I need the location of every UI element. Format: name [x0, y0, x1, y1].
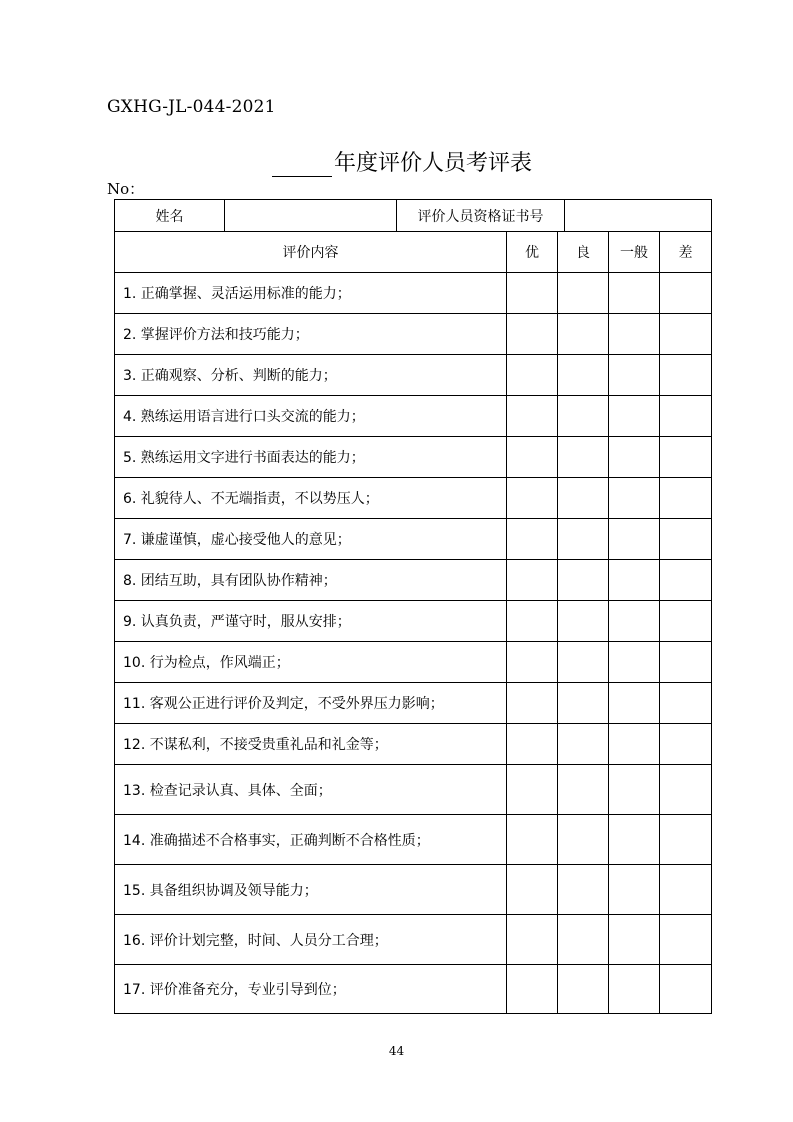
- rating-cell-poor[interactable]: [660, 396, 712, 437]
- certificate-field[interactable]: [565, 200, 712, 232]
- rating-cell-excellent[interactable]: [507, 724, 558, 765]
- rating-cell-good[interactable]: [558, 560, 609, 601]
- poor-column-header: 差: [660, 232, 712, 273]
- criterion-text: 15. 具备组织协调及领导能力；: [115, 865, 507, 915]
- rating-cell-poor[interactable]: [660, 437, 712, 478]
- evaluation-form: [114, 199, 712, 232]
- criterion-text: 17. 评价准备充分，专业引导到位；: [115, 965, 507, 1014]
- column-header-row: [115, 232, 712, 273]
- criterion-text: 4. 熟练运用语言进行口头交流的能力；: [115, 396, 507, 437]
- criterion-text: 12. 不谋私利，不接受贵重礼品和礼金等；: [115, 724, 507, 765]
- rating-cell-good[interactable]: [558, 724, 609, 765]
- criterion-text: 3. 正确观察、分析、判断的能力；: [115, 355, 507, 396]
- table-row: [115, 560, 712, 601]
- rating-cell-excellent[interactable]: [507, 683, 558, 724]
- rating-cell-poor[interactable]: [660, 601, 712, 642]
- rating-cell-average[interactable]: [609, 355, 660, 396]
- criterion-text: 5. 熟练运用文字进行书面表达的能力；: [115, 437, 507, 478]
- rating-cell-average[interactable]: [609, 273, 660, 314]
- table-row: [115, 765, 712, 815]
- table-row: [115, 915, 712, 965]
- rating-cell-poor[interactable]: [660, 865, 712, 915]
- rating-cell-good[interactable]: [558, 765, 609, 815]
- rating-cell-good[interactable]: [558, 396, 609, 437]
- criterion-text: 13. 检查记录认真、具体、全面；: [115, 765, 507, 815]
- rating-cell-good[interactable]: [558, 601, 609, 642]
- rating-cell-average[interactable]: [609, 314, 660, 355]
- rating-cell-excellent[interactable]: [507, 765, 558, 815]
- rating-cell-excellent[interactable]: [507, 815, 558, 865]
- rating-cell-average[interactable]: [609, 683, 660, 724]
- form-title: [272, 146, 532, 177]
- rating-cell-poor[interactable]: [660, 355, 712, 396]
- rating-cell-good[interactable]: [558, 683, 609, 724]
- rating-cell-excellent[interactable]: [507, 965, 558, 1014]
- rating-cell-average[interactable]: [609, 915, 660, 965]
- criterion-text: 2. 掌握评价方法和技巧能力；: [115, 314, 507, 355]
- criterion-text: 10. 行为检点，作风端正；: [115, 642, 507, 683]
- rating-cell-good[interactable]: [558, 355, 609, 396]
- table-row: [115, 724, 712, 765]
- table-row: [115, 601, 712, 642]
- criterion-text: 1. 正确掌握、灵活运用标准的能力；: [115, 273, 507, 314]
- rating-cell-excellent[interactable]: [507, 396, 558, 437]
- rating-cell-excellent[interactable]: [507, 915, 558, 965]
- rating-cell-good[interactable]: [558, 314, 609, 355]
- rating-cell-average[interactable]: [609, 965, 660, 1014]
- rating-cell-poor[interactable]: [660, 478, 712, 519]
- rating-cell-good[interactable]: [558, 273, 609, 314]
- rating-cell-average[interactable]: [609, 396, 660, 437]
- criterion-text: 14. 准确描述不合格事实，正确判断不合格性质；: [115, 815, 507, 865]
- rating-cell-excellent[interactable]: [507, 437, 558, 478]
- criterion-text: 16. 评价计划完整，时间、人员分工合理；: [115, 915, 507, 965]
- rating-table: [114, 231, 712, 1014]
- rating-cell-poor[interactable]: [660, 815, 712, 865]
- rating-cell-poor[interactable]: [660, 642, 712, 683]
- number-label: No：: [107, 180, 145, 198]
- name-field[interactable]: [225, 200, 397, 232]
- rating-cell-good[interactable]: [558, 865, 609, 915]
- table-row: [115, 437, 712, 478]
- name-label: 姓名: [115, 200, 225, 232]
- rating-cell-excellent[interactable]: [507, 519, 558, 560]
- certificate-label: 评价人员资格证书号: [397, 200, 565, 232]
- rating-cell-average[interactable]: [609, 478, 660, 519]
- table-row: [115, 478, 712, 519]
- rating-cell-poor[interactable]: [660, 314, 712, 355]
- table-row: [115, 683, 712, 724]
- rating-cell-average[interactable]: [609, 437, 660, 478]
- title-text: 年度评价人员考评表: [334, 151, 533, 176]
- table-row: [115, 519, 712, 560]
- rating-cell-excellent[interactable]: [507, 560, 558, 601]
- rating-cell-average[interactable]: [609, 519, 660, 560]
- average-column-header: 一般: [609, 232, 660, 273]
- rating-cell-poor[interactable]: [660, 965, 712, 1014]
- rating-cell-excellent[interactable]: [507, 601, 558, 642]
- rating-cell-good[interactable]: [558, 642, 609, 683]
- criterion-text: 6. 礼貌待人、不无端指责，不以势压人；: [115, 478, 507, 519]
- rating-cell-poor[interactable]: [660, 273, 712, 314]
- table-row: [115, 865, 712, 915]
- rating-cell-excellent[interactable]: [507, 355, 558, 396]
- excellent-column-header: 优: [507, 232, 558, 273]
- rating-cell-excellent[interactable]: [507, 314, 558, 355]
- rating-cell-poor[interactable]: [660, 560, 712, 601]
- rating-cell-average[interactable]: [609, 865, 660, 915]
- criterion-text: 7. 谦虚谨慎，虚心接受他人的意见；: [115, 519, 507, 560]
- content-column-header: 评价内容: [115, 232, 507, 273]
- rating-cell-average[interactable]: [609, 642, 660, 683]
- table-row: [115, 396, 712, 437]
- page-number: 44: [388, 1044, 405, 1058]
- table-row: [115, 642, 712, 683]
- rating-cell-average[interactable]: [609, 601, 660, 642]
- year-blank[interactable]: [272, 154, 332, 177]
- rating-cell-average[interactable]: [609, 724, 660, 765]
- table-row: [115, 273, 712, 314]
- rating-cell-excellent[interactable]: [507, 865, 558, 915]
- rating-cell-good[interactable]: [558, 965, 609, 1014]
- rating-cell-good[interactable]: [558, 915, 609, 965]
- table-row: [115, 815, 712, 865]
- rating-cell-poor[interactable]: [660, 519, 712, 560]
- rating-cell-good[interactable]: [558, 478, 609, 519]
- rating-cell-poor[interactable]: [660, 915, 712, 965]
- table-row: [115, 965, 712, 1014]
- document-code: GXHG-JL-044-2021: [107, 97, 276, 117]
- criterion-text: 8. 团结互助，具有团队协作精神；: [115, 560, 507, 601]
- rating-cell-excellent[interactable]: [507, 642, 558, 683]
- rating-cell-poor[interactable]: [660, 765, 712, 815]
- rating-cell-good[interactable]: [558, 437, 609, 478]
- header-row: [115, 200, 712, 232]
- rating-cell-poor[interactable]: [660, 683, 712, 724]
- table-row: [115, 355, 712, 396]
- rating-cell-good[interactable]: [558, 815, 609, 865]
- rating-cell-average[interactable]: [609, 560, 660, 601]
- table-row: [115, 314, 712, 355]
- criterion-text: 9. 认真负责，严谨守时，服从安排；: [115, 601, 507, 642]
- rating-cell-excellent[interactable]: [507, 478, 558, 519]
- rating-cell-good[interactable]: [558, 519, 609, 560]
- rating-cell-excellent[interactable]: [507, 273, 558, 314]
- rating-cell-poor[interactable]: [660, 724, 712, 765]
- good-column-header: 良: [558, 232, 609, 273]
- rating-cell-average[interactable]: [609, 815, 660, 865]
- rating-cell-average[interactable]: [609, 765, 660, 815]
- criterion-text: 11. 客观公正进行评价及判定，不受外界压力影响；: [115, 683, 507, 724]
